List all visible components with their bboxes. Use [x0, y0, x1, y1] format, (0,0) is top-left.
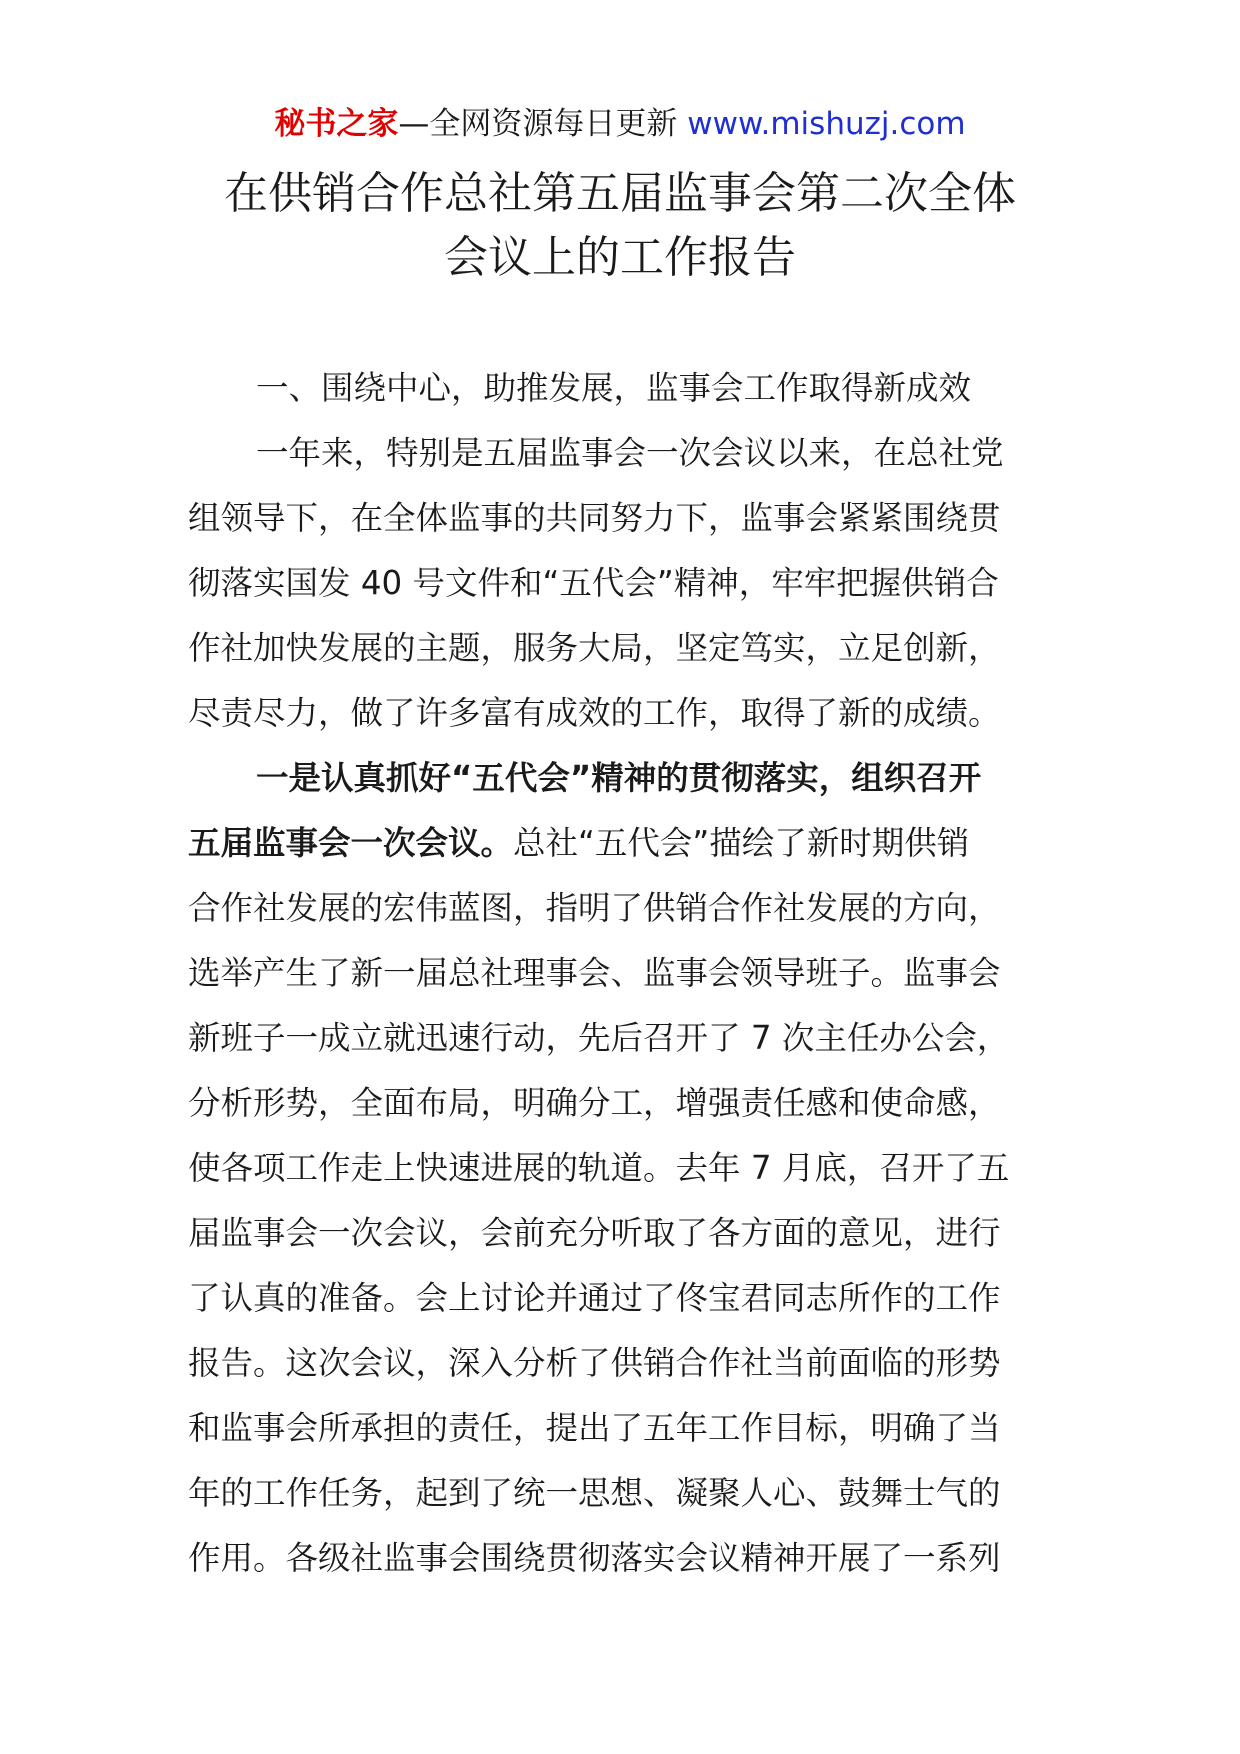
paragraph-line: 报告。这次会议，深入分析了供销合作社当前面临的形势 — [188, 1344, 1001, 1382]
banner-url[interactable]: www.mishuzj.com — [687, 106, 966, 142]
paragraph-line: 和监事会所承担的责任，提出了五年工作目标，明确了当 — [188, 1409, 1001, 1447]
paragraph-line: 届监事会一次会议，会前充分听取了各方面的意见，进行 — [188, 1214, 1001, 1252]
paragraph-line: 作社加快发展的主题，服务大局，坚定笃实，立足创新， — [188, 629, 1001, 667]
paragraph-line: 合作社发展的宏伟蓝图，指明了供销合作社发展的方向， — [188, 889, 1001, 927]
bold-lead-line: 一是认真抓好“五代会”精神的贯彻落实，组织召开 — [256, 759, 982, 797]
paragraph-line-rest: 总社“五代会”描绘了新时期供销 — [513, 824, 970, 862]
banner-tagline: —全网资源每日更新 — [398, 106, 688, 142]
paragraph-line: 了认真的准备。会上讨论并通过了佟宝君同志所作的工作 — [188, 1279, 1001, 1317]
section-heading: 一、围绕中心，助推发展，监事会工作取得新成效 — [256, 369, 972, 407]
paragraph-line: 一年来，特别是五届监事会一次会议以来，在总社党 — [256, 434, 1004, 472]
paragraph-line: 彻落实国发 40 号文件和“五代会”精神，牢牢把握供销合 — [188, 564, 999, 602]
document-body — [188, 356, 1056, 1591]
paragraph-line: 年的工作任务，起到了统一思想、凝聚人心、鼓舞士气的 — [188, 1474, 1001, 1512]
paragraph-line: 尽责尽力，做了许多富有成效的工作，取得了新的成绩。 — [188, 694, 1001, 732]
paragraph-line: 新班子一成立就迅速行动，先后召开了 7 次主任办公会， — [188, 1019, 1010, 1057]
site-banner — [0, 100, 1240, 148]
title-line-2: 会议上的工作报告 — [444, 232, 796, 283]
title-line-1: 在供销合作总社第五届监事会第二次全体 — [224, 168, 1016, 219]
paragraph-line — [188, 811, 1056, 876]
paragraph-line: 选举产生了新一届总社理事会、监事会领导班子。监事会 — [188, 954, 1001, 992]
paragraph-line: 作用。各级社监事会围绕贯彻落实会议精神开展了一系列 — [188, 1539, 1001, 1577]
paragraph-line: 使各项工作走上快速进展的轨道。去年 7 月底，召开了五 — [188, 1149, 1010, 1187]
paragraph-line: 分析形势，全面布局，明确分工，增强责任感和使命感， — [188, 1084, 1001, 1122]
paragraph-line: 组领导下，在全体监事的共同努力下，监事会紧紧围绕贯 — [188, 499, 1001, 537]
banner-brand: 秘书之家 — [274, 106, 399, 142]
bold-lead-end: 五届监事会一次会议。 — [188, 824, 514, 862]
document-title — [150, 162, 1090, 290]
